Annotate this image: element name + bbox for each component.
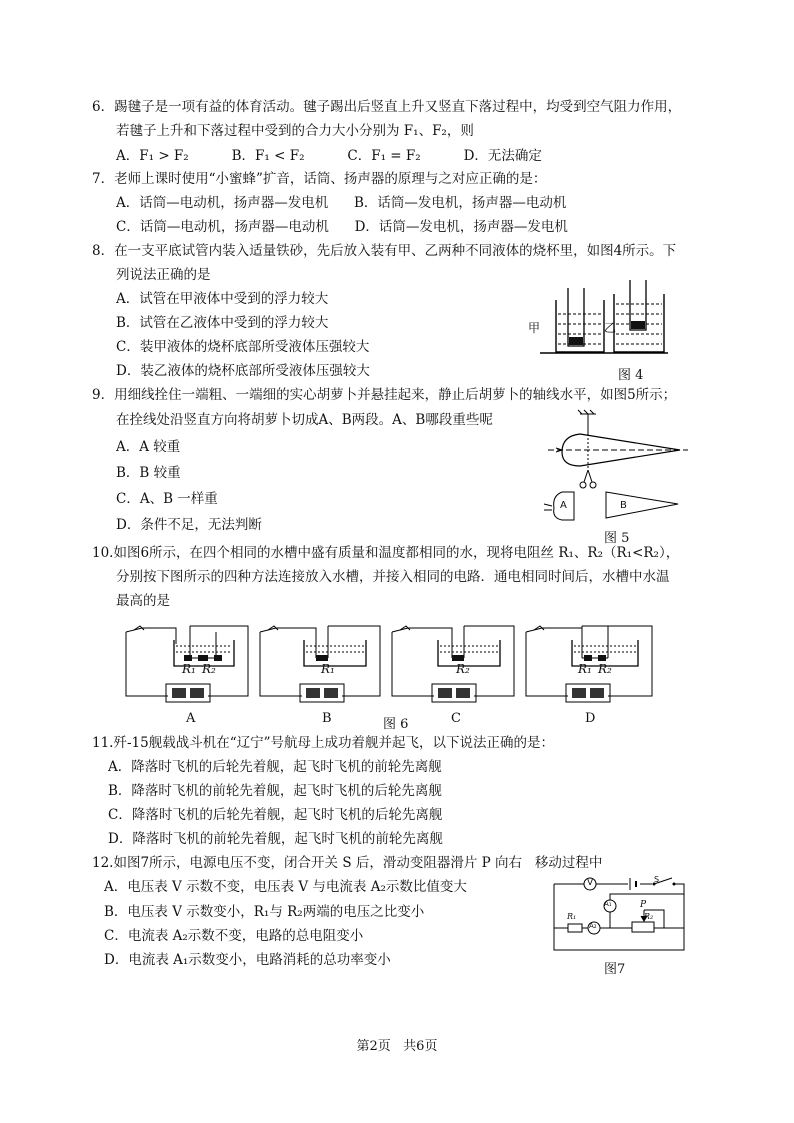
q8-stem-line1: 8．在一支平底试管内装入适量铁砂，先后放入装有甲、乙两种不同液体的烧杯里，如图4所示。下 (92, 243, 677, 259)
q7-options-cd: C．话筒—电动机，扬声器—电动机 D．话筒—发电机，扬声器—发电机 (116, 219, 568, 235)
q10-stem-line1: 10.如图6所示，在四个相同的水槽中盛有质量和温度都相同的水，现将电阻丝 R₁、R₂（R₁<R₂）， (92, 545, 680, 561)
figure-6-label-c: C (451, 711, 461, 726)
q12-option-c: C．电流表 A₂示数不变，电路的总电阻变小 (104, 928, 364, 944)
q10-stem-line3: 最高的是 (116, 593, 170, 609)
q11-option-c: C．降落时飞机的后轮先着舰，起飞时飞机的后轮先离舰 (108, 807, 443, 823)
figure-7-r1-label: R₁ (567, 912, 577, 921)
q9-option-a: A．A 较重 (116, 439, 181, 455)
figure-4-caption: 图 4 (618, 368, 644, 383)
figure-6c-r2-label: R₂ (456, 662, 470, 676)
figure-7-a1-label: A₁ (604, 900, 612, 908)
figure-7-r2-label: R₂ (644, 912, 654, 921)
figure-7-a2-label: A₂ (589, 922, 597, 930)
q8-option-b: B．试管在乙液体中受到的浮力较大 (116, 315, 329, 331)
figure-6-caption: 图 6 (383, 717, 409, 732)
figure-6a-r2-label: R₂ (202, 662, 216, 676)
q12-option-d: D．电流表 A₁示数变小，电路消耗的总功率变小 (104, 952, 391, 968)
q12-option-b: B．电压表 V 示数变小，R₁与 R₂两端的电压之比变小 (104, 904, 425, 920)
q11-option-a: A．降落时飞机的后轮先着舰，起飞时飞机的前轮先离舰 (108, 759, 442, 775)
q7-options-ab: A．话筒—电动机，扬声器—发电机 B．话筒—发电机，扬声器—电动机 (116, 195, 567, 211)
q10-stem-line2: 分别按下图所示的四种方法连接放入水槽，并接入相同的电路．通电相同时间后，水槽中水温 (116, 569, 670, 585)
figure-6d-r1-label: R₁ (578, 662, 592, 676)
figure-7-voltmeter-label: V (587, 878, 594, 888)
q8-stem-line2: 列说法正确的是 (116, 267, 211, 283)
q9-option-c: C．A、B 一样重 (116, 491, 218, 507)
q6-stem-line1: 6．踢毽子是一项有益的体育活动。毽子踢出后竖直上升又竖直下落过程中，均受到空气阻力作用， (92, 99, 682, 115)
figure-6-label-d: D (585, 711, 596, 726)
figure-6a-r1-label: R₁ (182, 662, 196, 676)
figure-5-caption: 图 5 (604, 531, 630, 546)
q7-stem: 7．老师上课时使用“小蜜蜂”扩音，话筒、扬声器的原理与之对应正确的是： (92, 171, 547, 187)
figure-7-slider-label: P (640, 900, 647, 910)
figure-6-circuit-c (388, 618, 520, 708)
q8-option-c: C．装甲液体的烧杯底部所受液体压强较大 (116, 339, 370, 355)
page-footer: 第2页 共6页 (356, 1039, 438, 1054)
q9-option-b: B．B 较重 (116, 465, 181, 481)
q6-stem-line2: 若毽子上升和下落过程中受到的合力大小分别为 F₁、F₂，则 (116, 123, 474, 139)
q9-stem-line2: 在拴线处沿竖直方向将胡萝卜切成A、B两段。A、B哪段重些呢 (116, 412, 493, 428)
q8-option-d: D．装乙液体的烧杯底部所受液体压强较大 (116, 363, 370, 379)
figure-6d-r2-label: R₂ (598, 662, 612, 676)
q11-option-b: B．降落时飞机的前轮先着舰，起飞时飞机的后轮先离舰 (108, 783, 442, 799)
q12-option-a: A．电压表 V 示数不变，电压表 V 与电流表 A₂示数比值变大 (104, 879, 467, 895)
figure-4-label-jia: 甲 (528, 321, 541, 335)
figure-5-label-b: B (620, 500, 627, 511)
q11-stem: 11.歼-15舰载战斗机在“辽宁”号航母上成功着舰并起飞，以下说法正确的是： (92, 735, 555, 751)
figure-7-switch-label: S (654, 875, 660, 884)
q6-options: A．F₁ > F₂ B．F₁ < F₂ C．F₁ = F₂ D．无法确定 (116, 148, 542, 164)
figure-5-label-a: A (560, 500, 567, 511)
q11-option-d: D．降落时飞机的前轮先着舰，起飞时飞机的前轮先离舰 (108, 831, 443, 847)
figure-6-label-a: A (186, 711, 196, 726)
q12-stem: 12.如图7所示，电源电压不变，闭合开关 S 后，滑动变阻器滑片 P 向右 移动过程中 (92, 855, 603, 871)
figure-7-caption: 图7 (604, 962, 626, 977)
q8-option-a: A．试管在甲液体中受到的浮力较大 (116, 291, 329, 307)
q9-option-d: D．条件不足，无法判断 (116, 517, 262, 533)
figure-6-label-b: B (322, 711, 332, 726)
figure-6b-r1-label: R₁ (321, 662, 335, 676)
figure-4-label-yi: 乙 (604, 321, 617, 335)
q9-stem-line1: 9．用细线拴住一端粗、一端细的实心胡萝卜并悬挂起来，静止后胡萝卜的轴线水平，如图5所示； (92, 387, 677, 403)
